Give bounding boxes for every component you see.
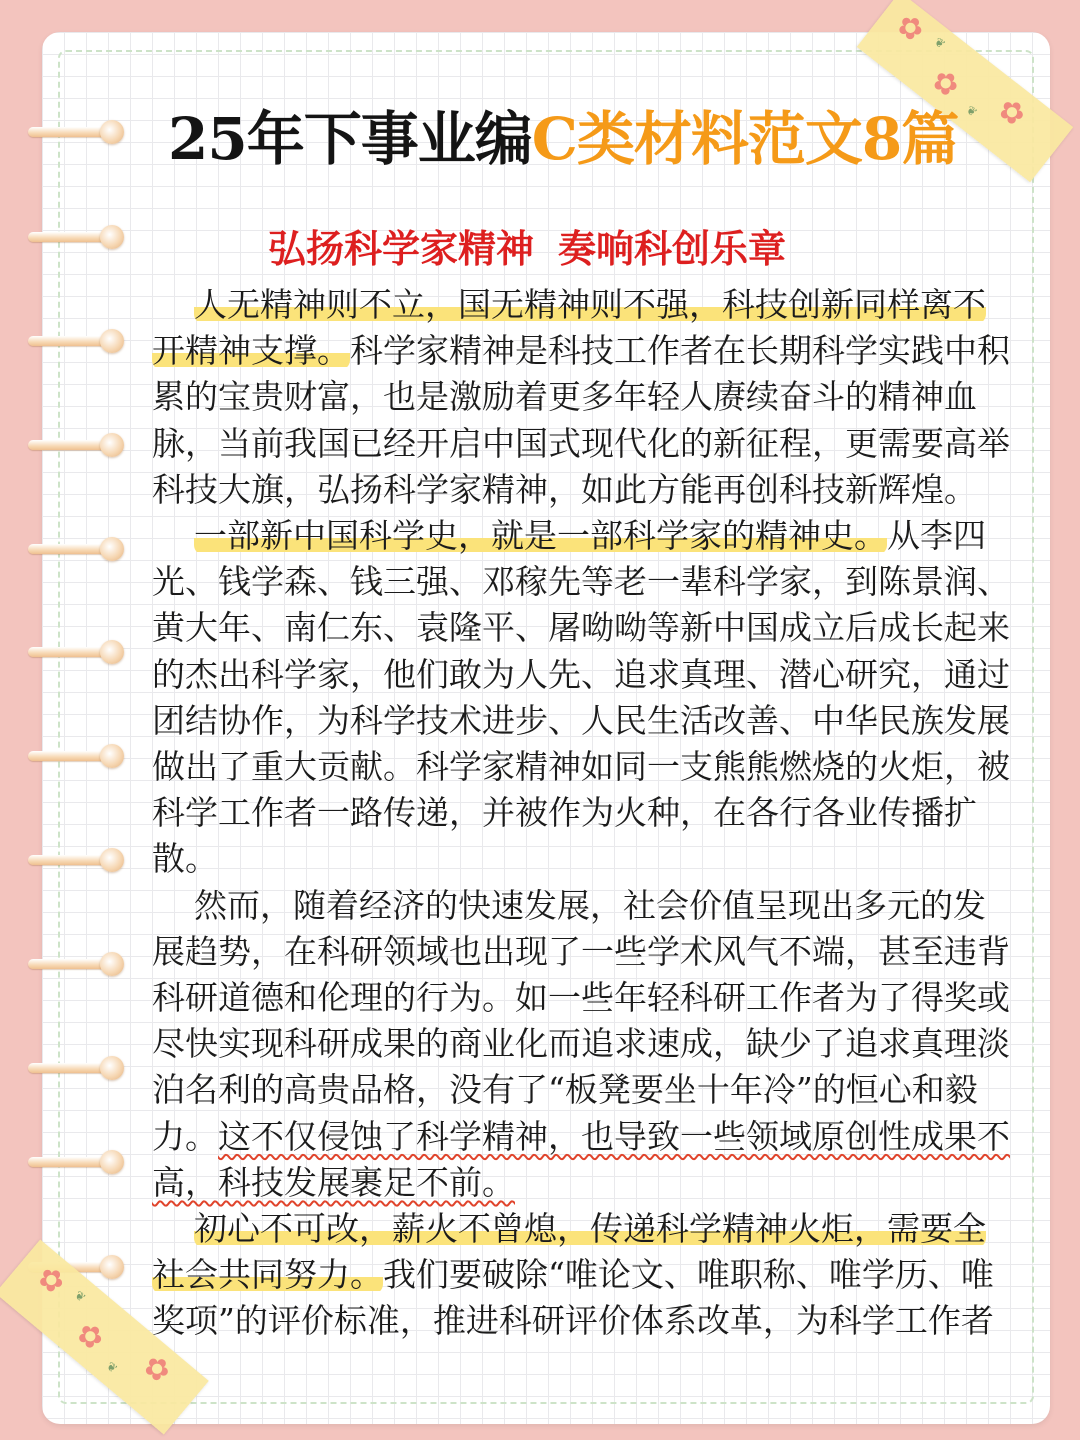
wavy-underlined-sentence: 这不仅侵蚀了科学精神，也导致一些领域原创性成果不高，科技发展裹足不前。 — [152, 1116, 1010, 1202]
flower-icon: ✿ — [924, 62, 967, 106]
article-heading — [268, 218, 786, 273]
flower-icon: ✿ — [30, 1258, 72, 1302]
title-accent: C类材料范文8篇 — [531, 105, 959, 173]
binder-ring-icon — [28, 330, 124, 352]
article-body — [152, 282, 1012, 1345]
binder-ring-icon — [28, 849, 124, 871]
title-main: 25年下事业编 — [168, 105, 532, 173]
paragraph-2 — [152, 513, 1012, 883]
page-title — [168, 92, 958, 176]
leaf-icon: ❦ — [103, 1358, 121, 1376]
paragraph-4 — [152, 1206, 1012, 1345]
paragraph-text: 然而，随着经济的快速发展，社会价值呈现出多元的发展趋势，在科研领域也出现了一些学术风气不端，甚至违背科研道德和伦理的行为。如一些年轻科研工作者为了得奖或尽快实现科研成果的商业化而追求速成，缺少了追求真理淡泊名利的高贵品格，没有了“板凳要坐十年冷”的恒心和毅力。 — [152, 885, 1010, 1156]
flower-icon: ✿ — [990, 91, 1033, 135]
paragraph-3 — [152, 883, 1012, 1206]
binder-ring-icon — [28, 226, 124, 248]
highlighted-sentence: 初心不可改，薪火不曾熄，传递科学精神火炬，需要全社会共同努力。 — [152, 1209, 986, 1295]
binder-ring-icon — [28, 1057, 124, 1079]
flower-icon: ✿ — [135, 1347, 178, 1391]
binder-ring-icon — [28, 641, 124, 663]
paragraph-text: 科学家精神是科技工作者在长期科学实践中积累的宝贵财富，也是激励着更多年轻人赓续奋斗的精神血脉，当前我国已经开启中国式现代化的新征程，更需要高举科技大旗，弘扬科学家精神，如此方能再创科技新辉煌。 — [152, 331, 1010, 509]
binder-ring-icon — [28, 745, 124, 767]
binder-ring-icon — [28, 953, 124, 975]
leaf-icon: ❦ — [931, 34, 948, 52]
highlighted-sentence: 一部新中国科学史，就是一部科学家的精神史。 — [194, 516, 887, 556]
paragraph-text: 我们要破除“唯论文、唯职称、唯学历、唯奖项”的评价标准，推进科研评价体系改革，为科学工作者 — [152, 1255, 994, 1341]
leaf-icon: ❦ — [71, 1287, 89, 1305]
binder-ring-icon — [28, 1151, 124, 1173]
binder-ring-icon — [28, 121, 124, 143]
highlighted-sentence: 人无精神则不立，国无精神则不强，科技创新同样离不开精神支撑。 — [152, 285, 986, 371]
heading-part-1: 弘扬科学家精神 — [268, 226, 535, 271]
flower-icon: ✿ — [889, 6, 931, 50]
paragraph-text: 从李四光、钱学森、钱三强、邓稼先等老一辈科学家，到陈景润、黄大年、南仁东、袁隆平、屠呦呦等新中国成立后成长起来的杰出科学家，他们敢为人先、追求真理、潜心研究，通过团结协作，为科学技术进步、人民生活改善、中华民族发展做出了重大贡献。科学家精神如同一支熊熊燃烧的火炬，被科学工作者一路传递，并被作为火种，在各行各业传播扩散。 — [152, 516, 1010, 879]
heading-part-2: 奏响科创乐章 — [558, 226, 787, 271]
paragraph-1 — [152, 282, 1012, 513]
leaf-icon: ❦ — [963, 102, 980, 120]
binder-ring-icon — [28, 434, 124, 456]
flower-icon: ✿ — [69, 1315, 111, 1359]
binder-ring-icon — [28, 538, 124, 560]
